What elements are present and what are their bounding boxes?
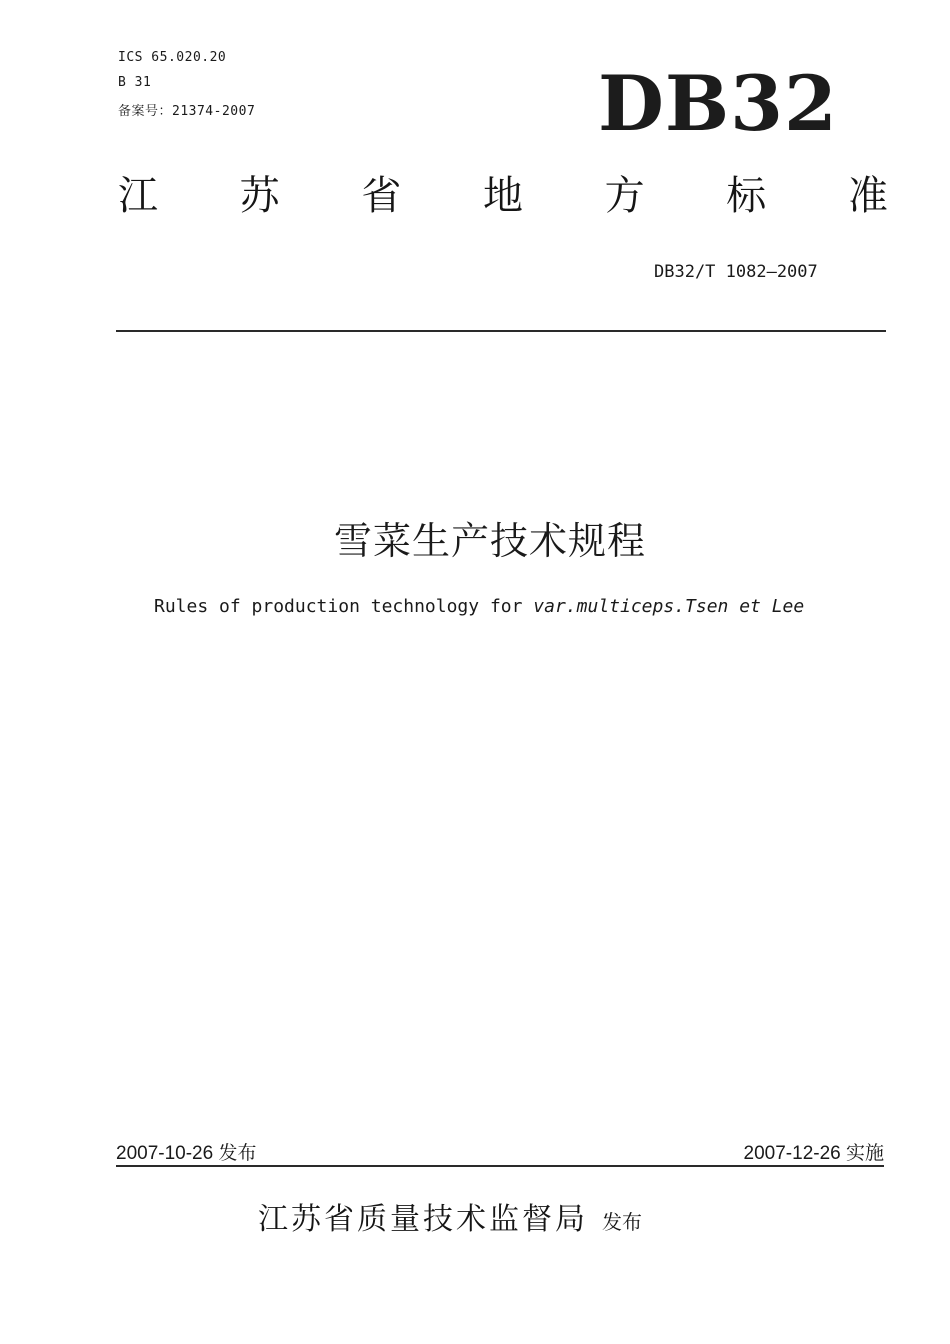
- title-english: [154, 596, 804, 617]
- title-chinese: 雪菜生产技术规程: [333, 519, 646, 563]
- filing-number: 备案号：21374-2007: [118, 104, 256, 119]
- standard-type-char: 地: [482, 173, 523, 219]
- standard-type-char: 标: [726, 173, 767, 219]
- db32-logo: DB32: [598, 59, 838, 148]
- standard-type-char: 省: [361, 173, 402, 219]
- ics-code: ICS 65.020.20: [118, 50, 227, 65]
- standard-type-heading: [118, 173, 888, 219]
- issue-date: 2007-10-26 发布: [116, 1143, 257, 1164]
- ccs-code: B 31: [118, 75, 152, 90]
- standard-type-char: 方: [604, 173, 645, 219]
- title-english-scientific-name: var.multiceps.Tsen et Lee: [533, 596, 805, 617]
- title-english-prefix: Rules of production technology for: [154, 596, 534, 617]
- standard-type-char: 苏: [239, 173, 280, 219]
- footer-divider: [116, 1165, 884, 1167]
- implementation-date: 2007-12-26 实施: [743, 1143, 884, 1164]
- standard-type-char: 江: [118, 173, 158, 219]
- header-divider: [116, 330, 886, 332]
- issuer: [258, 1194, 642, 1238]
- issuer-organization: 江苏省质量技术监督局: [258, 1202, 588, 1237]
- standard-type-char: 准: [847, 173, 888, 219]
- issuer-action: 发布: [602, 1210, 642, 1234]
- standard-number: DB32/T 1082—2007: [654, 262, 818, 282]
